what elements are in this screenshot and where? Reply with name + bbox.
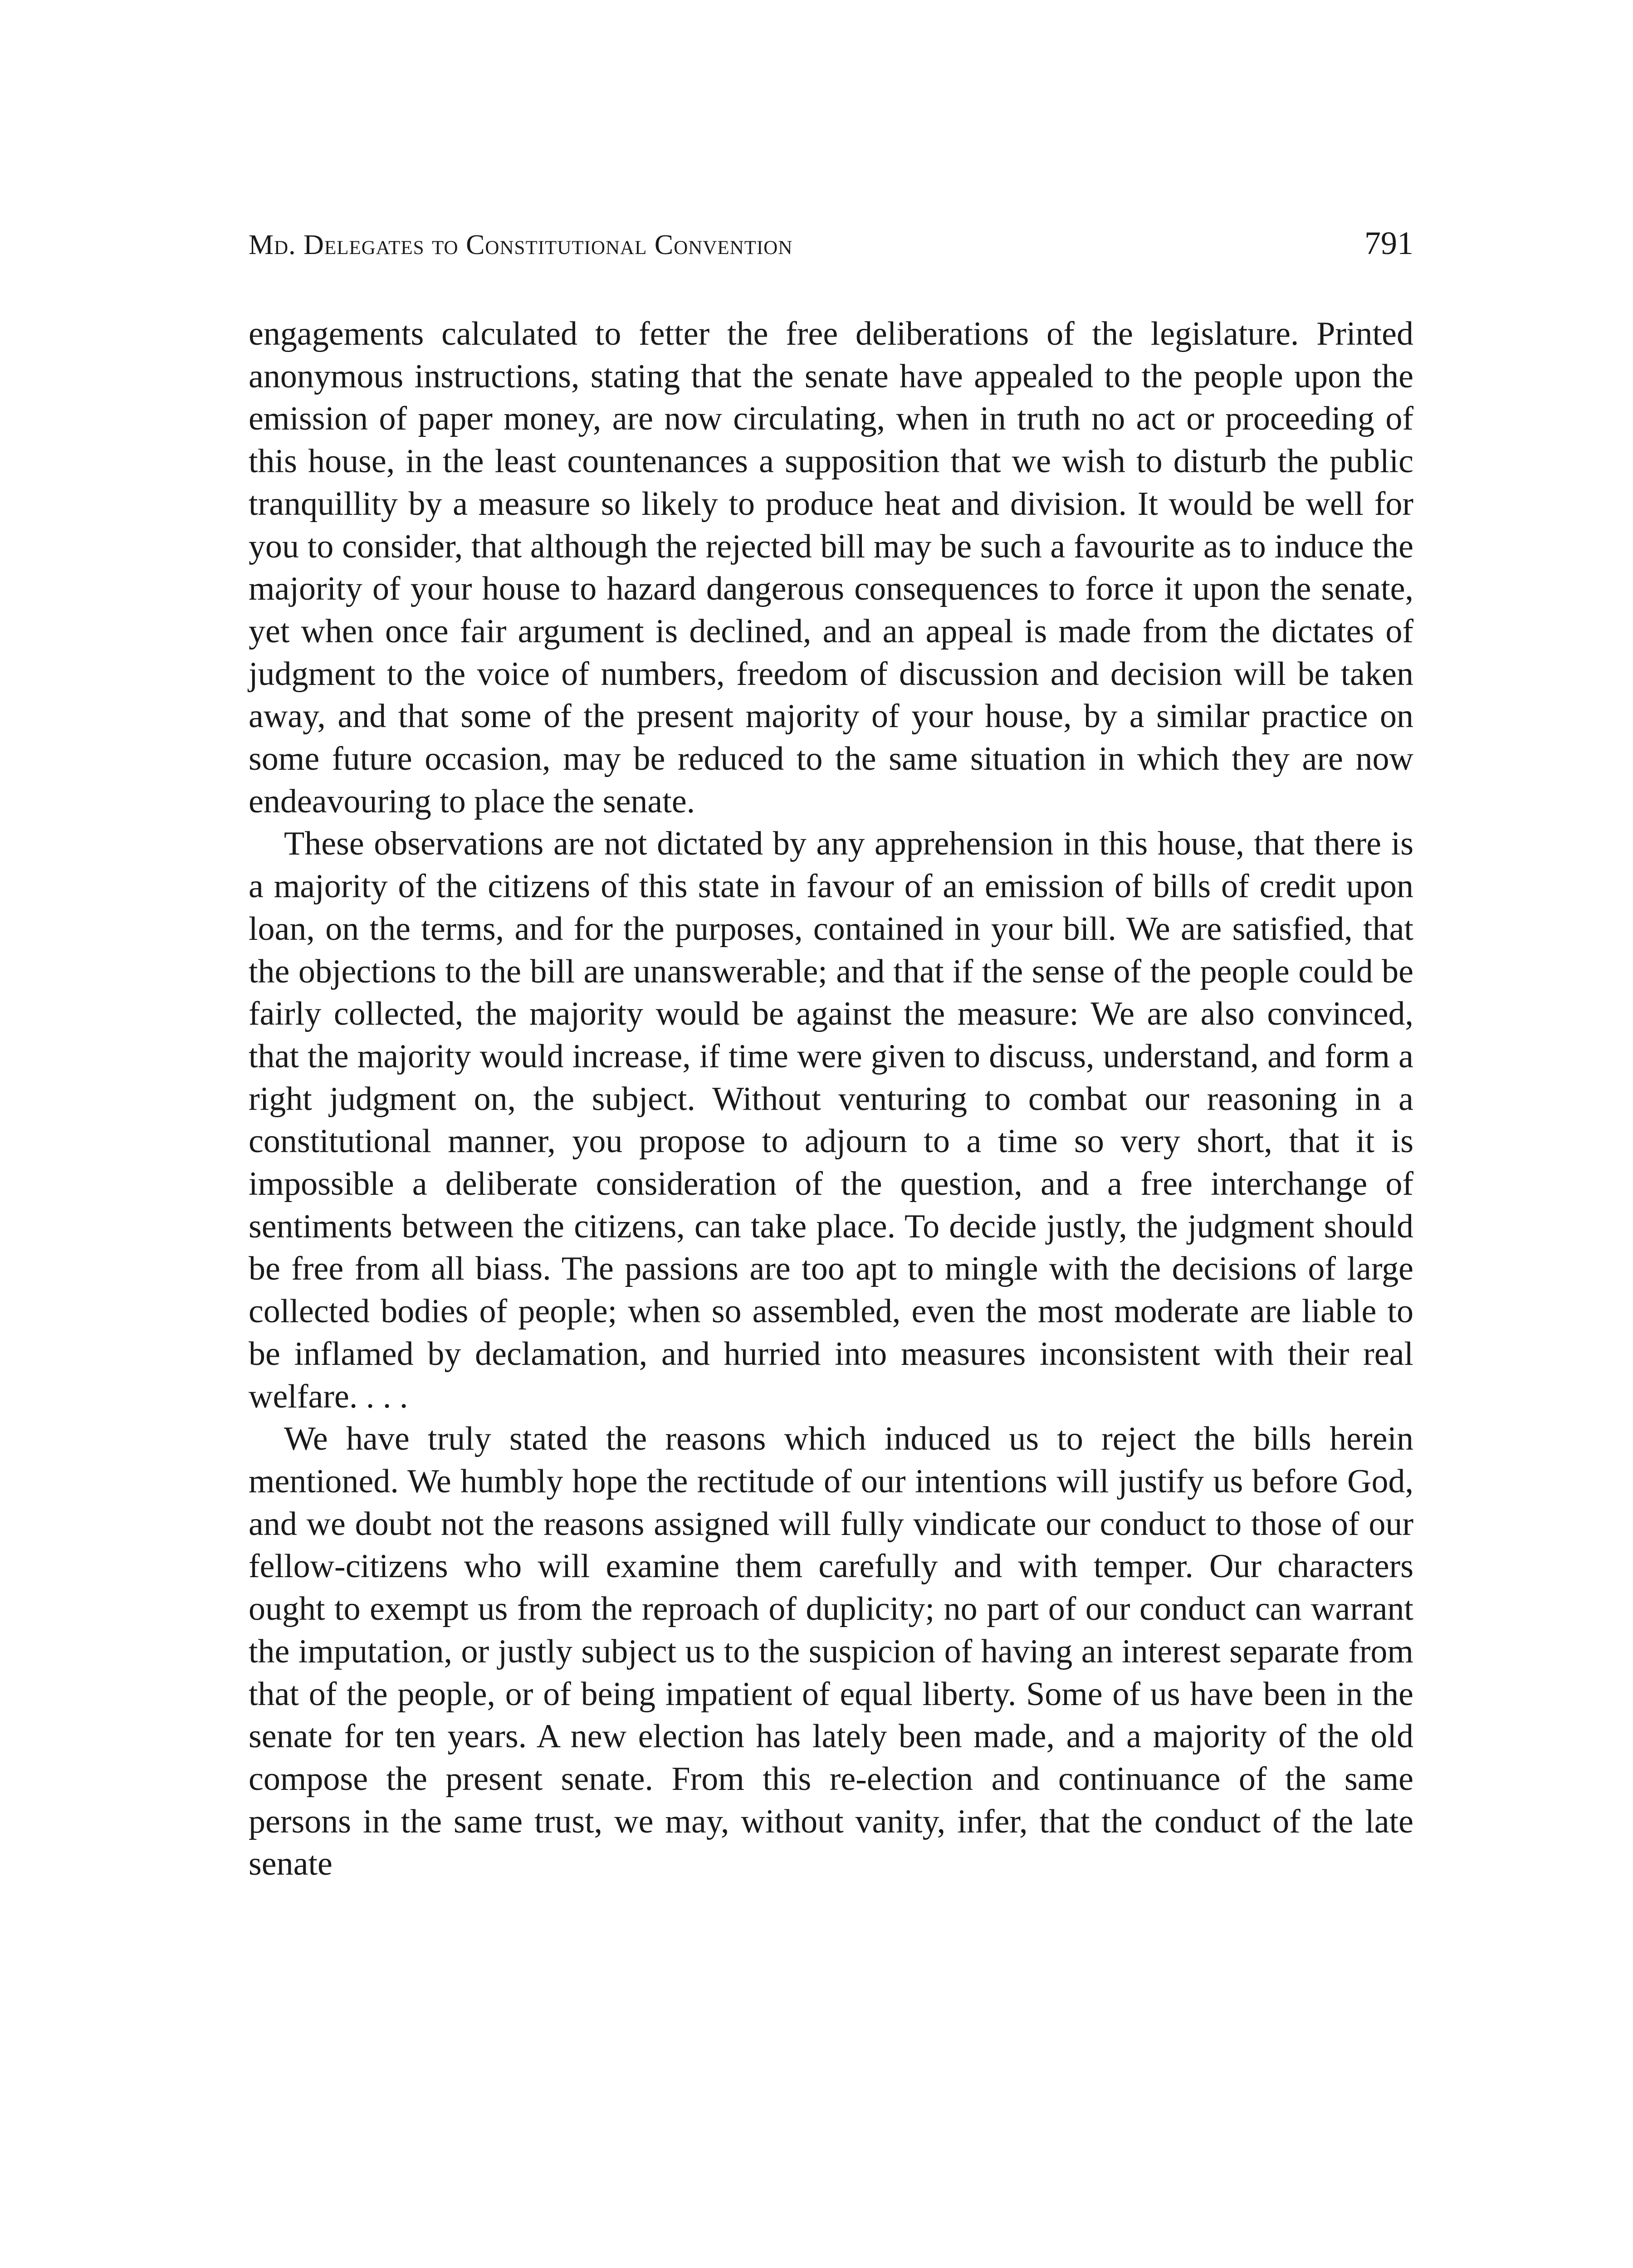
page-number: 791	[1364, 225, 1413, 261]
running-title: Md. Delegates to Constitutional Convention	[249, 230, 793, 260]
paragraph-observations: These observations are not dictated by any apprehension in this house, that there is a majority of the citizens of this state in favour of an emission of bills of credit upon loan, on the terms, and for the purposes, contained in your bill. We are satisfied, that the objections to the bill are unanswerable; and that if the sense of the people could be fairly collected, the majority would be against the measure: We are also convinced, that the majority would increase, if time were given to discuss, understand, and form a right judgment on, the subject. Without venturing to combat our reasoning in a constitutional manner, you propose to adjourn to a time so very short, that it is impossible a deliberate consideration of the question, and a free interchange of sentiments between the citizens, can take place. To decide justly, the judgment should be free from all biass. The passions are too apt to mingle with the decisions of large collected bodies of people; when so assembled, even the most moderate are liable to be inflamed by declamation, and hurried into measures inconsistent with their real welfare. . . .	[249, 825, 1413, 1415]
paragraph-reasons: We have truly stated the reasons which induced us to reject the bills herein mentioned. We humbly hope the rectitude of our intentions will justify us before God, and we doubt not the reasons assigned will fully vindicate our conduct to those of our fellow-citizens who will examine them carefully and with temper. Our characters ought to exempt us from the reproach of duplicity; no part of our conduct can warrant the imputation, or justly subject us to the suspicion of having an interest separate from that of the people, or of being impatient of equal liberty. Some of us have been in the senate for ten years. A new election has lately been made, and a majority of the old compose the present senate. From this re-election and continuance of the same persons in the same trust, we may, without vanity, infer, that the conduct of the late senate	[249, 1420, 1413, 1883]
paragraph-continued: engagements calculated to fetter the free deliberations of the legislature. Printed anonymous instructions, stating that the senate have appealed to the people upon the emission of paper money, are now circulating, when in truth no act or proceeding of this house, in the least countenances a supposition that we wish to disturb the public tranquillity by a measure so likely to produce heat and division. It would be well for you to consider, that although the rejected bill may be such a favourite as to induce the majority of your house to hazard dangerous consequences to force it upon the senate, yet when once fair argument is declined, and an appeal is made from the dictates of judgment to the voice of numbers, freedom of discussion and decision will be taken away, and that some of the present majority of your house, by a similar practice on some future occasion, may be reduced to the same situation in which they are now endeavouring to place the senate.	[249, 315, 1413, 820]
body-text	[249, 313, 1413, 1886]
running-header	[249, 225, 1413, 274]
